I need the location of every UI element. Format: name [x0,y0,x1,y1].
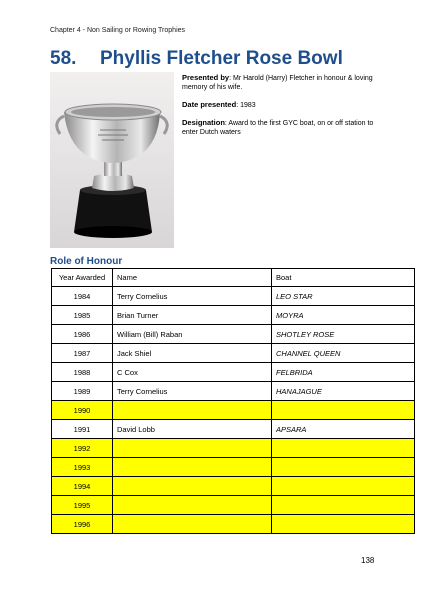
table-row [52,306,415,325]
cell-boat [272,477,415,496]
trophy-photo [50,72,174,248]
header-year: Year Awarded [52,269,113,287]
table-row [52,420,415,439]
header-name: Name [113,269,272,287]
cell-year: 1990 [52,401,113,420]
table-row [52,477,415,496]
cell-year: 1991 [52,420,113,439]
cell-year: 1993 [52,458,113,477]
cell-name [113,401,272,420]
cell-year: 1989 [52,382,113,401]
table-row [52,496,415,515]
cell-year: 1992 [52,439,113,458]
roll-of-honour-table [51,268,415,534]
cell-name [113,515,272,534]
cell-name: C Cox [113,363,272,382]
table-row [52,515,415,534]
cell-name [113,439,272,458]
cell-name: William (Bill) Raban [113,325,272,344]
cell-year: 1988 [52,363,113,382]
cell-year: 1995 [52,496,113,515]
cell-name: Terry Cornelius [113,287,272,306]
table-row [52,439,415,458]
cell-boat [272,458,415,477]
table-row [52,401,415,420]
table-row [52,363,415,382]
section-title: Role of Honour [50,256,123,267]
page-title [50,48,390,70]
cell-year: 1994 [52,477,113,496]
designation-value: : Award to the first GYC boat, on or off station to enter Dutch waters [182,120,374,136]
cell-name: Jack Shiel [113,344,272,363]
cell-boat: CHANNEL QUEEN [272,344,415,363]
cell-boat [272,515,415,534]
cell-year: 1996 [52,515,113,534]
presented-by [182,73,387,92]
cell-name [113,458,272,477]
table-row [52,344,415,363]
cell-boat: SHOTLEY ROSE [272,325,415,344]
cell-boat [272,496,415,515]
date-label: Date presented [182,100,237,109]
table-row [52,287,415,306]
cell-year: 1986 [52,325,113,344]
cell-boat [272,401,415,420]
cell-year: 1985 [52,306,113,325]
trophy-title: Phyllis Fletcher Rose Bowl [100,48,343,69]
cell-year: 1984 [52,287,113,306]
trophy-details [182,73,387,145]
cell-boat: FELBRIDA [272,363,415,382]
cell-name [113,496,272,515]
cell-name: Brian Turner [113,306,272,325]
rose-bowl-image [50,72,174,248]
designation-label: Designation [182,118,225,127]
date-presented [182,100,387,110]
cell-boat: LEO STAR [272,287,415,306]
cell-year: 1987 [52,344,113,363]
table-row [52,382,415,401]
cell-boat: HANAJAGUE [272,382,415,401]
table-row [52,458,415,477]
date-value: : 1983 [236,102,256,109]
designation [182,118,387,137]
page-number: 138 [361,556,375,565]
presented-label: Presented by [182,73,230,82]
cell-name [113,477,272,496]
table-row [52,325,415,344]
cell-name: Terry Cornelius [113,382,272,401]
table-header-row [52,269,415,287]
cell-boat: APSARA [272,420,415,439]
trophy-number: 58. [50,48,77,69]
cell-boat: MOYRA [272,306,415,325]
presented-value: : Mr Harold (Harry) Fletcher in honour & loving memory of his wife. [182,75,373,91]
header-boat: Boat [272,269,415,287]
cell-boat [272,439,415,458]
cell-name: David Lobb [113,420,272,439]
chapter-header: Chapter 4 - Non Sailing or Rowing Trophies [50,27,186,34]
